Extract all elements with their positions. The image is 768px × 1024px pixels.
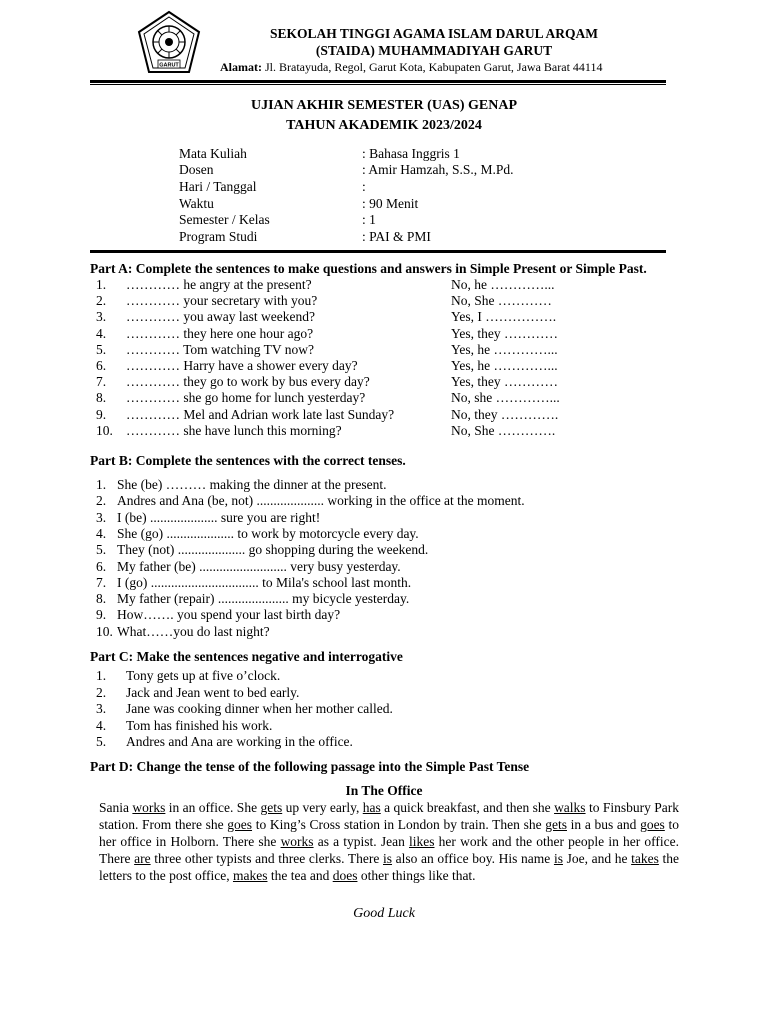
passage-segment: Sania — [99, 800, 133, 815]
underlined-verb: works — [280, 834, 314, 849]
question-text: Andres and Ana are working in the office. — [126, 734, 353, 749]
header-divider — [90, 80, 666, 83]
info-label: Waktu — [179, 196, 214, 211]
exam-year: TAHUN AKADEMIK 2023/2024 — [286, 118, 482, 133]
question-text: Tom has finished his work. — [126, 717, 273, 733]
part-b-heading: Part B: Complete the sentences with the correct tenses. — [90, 453, 406, 468]
question-text: ………… he angry at the present? — [126, 277, 312, 292]
answer-text: Yes, he …………... — [451, 358, 558, 373]
question-text: Andres and Ana (be, not) .................... working in the office at the moment. — [117, 493, 525, 509]
info-label: Mata Kuliah — [179, 146, 247, 161]
info-value: : 90 Menit — [362, 196, 419, 211]
address-label: Alamat: — [220, 60, 262, 74]
question-text: ………… they here one hour ago? — [126, 325, 314, 341]
question-number: 6. — [96, 358, 107, 373]
answer-text: Yes, I ……………. — [451, 309, 557, 325]
answer-text: Yes, he …………... — [451, 341, 558, 357]
info-label: Program Studi — [179, 229, 258, 244]
question-text: Jane was cooking dinner when her mother called. — [126, 701, 393, 716]
question-text: She (go) .................... to work by motorcycle every day. — [117, 525, 419, 541]
question-text: ………… she go home for lunch yesterday? — [126, 390, 366, 406]
passage-segment: Joe, and he — [562, 851, 632, 866]
info-value: : PAI & PMI — [362, 229, 431, 244]
question-text: ………… Tom watching TV now? — [126, 341, 315, 357]
underlined-verb: makes — [232, 868, 268, 883]
passage-segment: also an office boy. His name — [392, 851, 554, 866]
passage-title: In The Office — [345, 783, 423, 798]
closing-text: Good Luck — [353, 906, 415, 921]
info-value: : Amir Hamzah, S.S., M.Pd. — [362, 162, 514, 177]
info-label: Semester / Kelas — [179, 212, 270, 227]
question-text: They (not) .................... go shopping during the weekend. — [117, 542, 429, 558]
underlined-verb: likes — [409, 834, 435, 849]
question-number: 1. — [96, 277, 107, 292]
underlined-verb: are — [134, 851, 151, 866]
part-c-heading: Part C: Make the sentences negative and interrogative — [90, 649, 403, 664]
question-text: ………… your secretary with you? — [126, 293, 318, 309]
passage-segment: three other typists and three clerks. There — [150, 851, 383, 866]
header-divider-thin — [90, 84, 666, 85]
question-number: 2. — [96, 684, 107, 700]
passage-segment: the tea and — [267, 868, 333, 883]
question-number: 8. — [96, 390, 107, 406]
question-text: My father (be) .......................... very busy yesterday. — [117, 558, 401, 574]
question-text: I (go) ................................ to Mila's school last month. — [117, 574, 412, 590]
answer-text: Yes, they ………… — [451, 374, 559, 390]
passage-segment: to her office in Holborn. There she — [99, 817, 679, 849]
info-divider — [90, 250, 666, 253]
question-number: 4. — [96, 525, 107, 541]
part-d-heading: Part D: Change the tense of the following passage into the Simple Past Tense — [90, 759, 530, 774]
underlined-verb: is — [383, 851, 393, 866]
passage-segment: as a typist. Jean — [313, 834, 409, 849]
question-number: 9. — [96, 406, 107, 422]
question-text: What……you do last night? — [117, 623, 270, 639]
question-number: 5. — [96, 341, 107, 357]
question-number: 3. — [96, 701, 107, 716]
question-number: 5. — [96, 542, 107, 558]
answer-text: No, she …………... — [451, 390, 560, 406]
info-value: : 1 — [362, 212, 376, 227]
passage-segment: other things like that. — [357, 868, 476, 883]
info-label: Dosen — [179, 162, 214, 177]
logo-text: GARUT — [159, 62, 179, 69]
passage-segment: to King’s Cross station in London by train. Then she — [252, 817, 546, 832]
question-number: 4. — [96, 717, 107, 733]
underlined-verb: goes — [640, 817, 665, 832]
question-text: ………… she have lunch this morning? — [126, 422, 342, 438]
question-number: 10. — [96, 623, 113, 639]
passage-segment: in an office. She — [165, 800, 261, 815]
question-number: 1. — [96, 477, 107, 492]
answer-text: No, they …………. — [451, 406, 559, 422]
info-label: Hari / Tanggal — [179, 179, 257, 194]
question-text: She (be) ……… making the dinner at the present. — [117, 477, 387, 492]
question-number: 7. — [96, 374, 107, 390]
question-number: 2. — [96, 293, 107, 309]
question-text: ………… they go to work by bus every day? — [126, 374, 370, 390]
underlined-verb: is — [553, 851, 563, 866]
question-number: 8. — [96, 591, 107, 607]
passage-segment: to Finsbury Park station. From there she — [99, 800, 679, 832]
question-text: Tony gets up at five o’clock. — [126, 668, 281, 683]
exam-title: UJIAN AKHIR SEMESTER (UAS) GENAP — [250, 98, 518, 113]
answer-text: No, he …………... — [451, 277, 555, 292]
answer-text: No, She …………. — [451, 422, 556, 438]
institution-address — [220, 60, 602, 75]
info-value: : — [362, 179, 366, 194]
part-a-heading: Part A: Complete the sentences to make questions and answers in Simple Present or Simple Past. — [90, 261, 647, 276]
question-number: 1. — [96, 668, 107, 683]
question-text: ………… Mel and Adrian work late last Sunday? — [126, 406, 395, 422]
question-number: 2. — [96, 493, 107, 509]
institution-subname: (STAIDA) MUHAMMADIYAH GARUT — [315, 43, 553, 58]
question-number: 7. — [96, 574, 107, 590]
underlined-verb: gets — [260, 800, 283, 815]
question-number: 6. — [96, 558, 107, 574]
info-value: : Bahasa Inggris 1 — [362, 146, 460, 161]
institution-name: SEKOLAH TINGGI AGAMA ISLAM DARUL ARQAM — [270, 26, 598, 41]
question-text: ………… Harry have a shower every day? — [126, 358, 358, 373]
question-number: 3. — [96, 309, 107, 325]
question-text: ………… you away last weekend? — [126, 309, 315, 325]
question-number: 3. — [96, 509, 107, 525]
passage-segment: the letters to the post office, — [99, 851, 679, 883]
question-text: I (be) .................... sure you are right! — [117, 509, 321, 525]
passage-text — [99, 799, 679, 884]
passage-segment: a quick breakfast, and then she — [380, 800, 555, 815]
question-number: 5. — [96, 734, 107, 749]
underlined-verb: takes — [631, 851, 659, 866]
underlined-verb: works — [132, 800, 166, 815]
question-number: 4. — [96, 325, 107, 341]
passage-segment: her work and the other people in her office. There — [99, 834, 680, 866]
passage-segment: in a bus and — [566, 817, 641, 832]
underlined-verb: walks — [554, 800, 586, 815]
question-number: 9. — [96, 607, 107, 623]
question-text: Jack and Jean went to bed early. — [126, 684, 300, 700]
underlined-verb: goes — [227, 817, 253, 832]
address-text: Jl. Bratayuda, Regol, Garut Kota, Kabupaten Garut, Jawa Barat 44114 — [262, 60, 603, 74]
answer-text: Yes, they ………… — [451, 325, 559, 341]
underlined-verb: has — [362, 800, 381, 815]
underlined-verb: does — [332, 868, 358, 883]
answer-text: No, She ………… — [451, 293, 552, 309]
underlined-verb: gets — [545, 817, 567, 832]
passage-segment: up very early, — [282, 800, 363, 815]
question-text: My father (repair) ..................... my bicycle yesterday. — [117, 591, 410, 607]
question-number: 10. — [96, 422, 113, 438]
question-text: How……. you spend your last birth day? — [117, 607, 341, 623]
